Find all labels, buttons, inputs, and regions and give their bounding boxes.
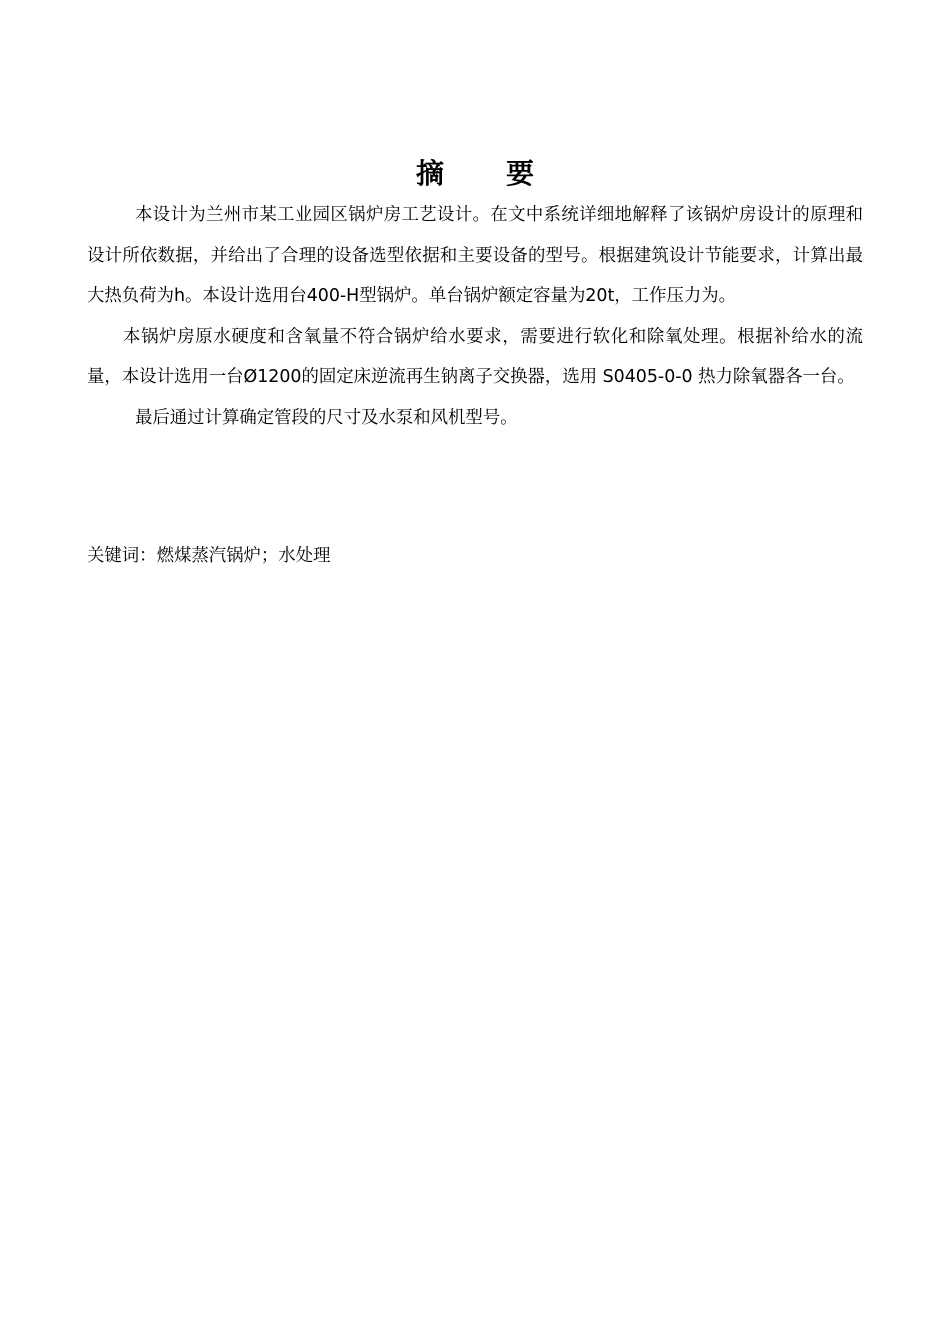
keywords-line: 关键词：燃煤蒸汽锅炉；水处理 [87, 546, 331, 566]
abstract-title-right: 要 [506, 157, 535, 190]
abstract-body [87, 195, 863, 439]
abstract-title [0, 156, 950, 192]
abstract-paragraph-3: 最后通过计算确定管段的尺寸及水泵和风机型号。 [135, 407, 518, 428]
abstract-paragraph-1: 本设计为兰州市某工业园区锅炉房工艺设计。在文中系统详细地解释了该锅炉房设计的原理和设计所依数据，并给出了合理的设备选型依据和主要设备的型号。根据建筑设计节能要求，计算出最大热负荷为h。本设计选用台400-H型锅炉。单台锅炉额定容量为20t，工作压力为。 [87, 205, 863, 307]
abstract-paragraph-2: 本锅炉房原水硬度和含氧量不符合锅炉给水要求，需要进行软化和除氧处理。根据补给水的流量，本设计选用一台Ø1200的固定床逆流再生钠离子交换器，选用 S0405-0-0 热力除氧器各一台。 [87, 326, 863, 388]
abstract-title-left: 摘 [415, 157, 444, 190]
